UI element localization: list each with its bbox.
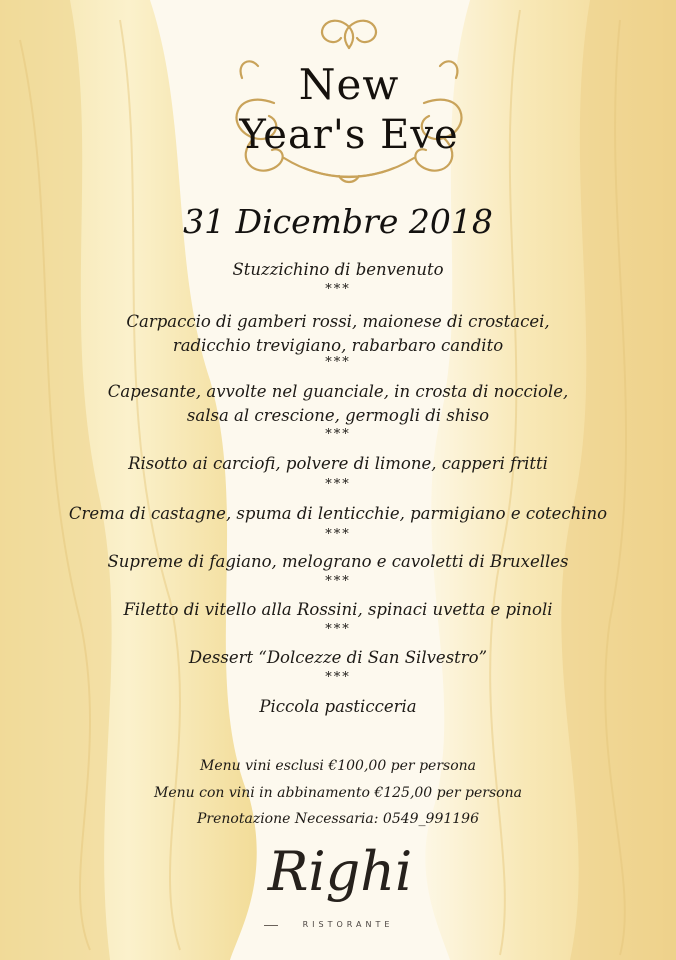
separator: *** xyxy=(325,670,351,685)
course-7-line-1: Filetto di vitello alla Rossini, spinaci uvetta e pinoli xyxy=(123,600,553,619)
restaurant-logo xyxy=(260,840,420,940)
course-2-line-2: radicchio trevigiano, rabarbaro candito xyxy=(172,336,504,355)
title-line-2: Year's Eve xyxy=(239,112,459,158)
course-3-line-2: salsa al crescione, germogli di shiso xyxy=(186,406,490,425)
title-ornament xyxy=(214,8,484,188)
booking-info: Prenotazione Necessaria: 0549_991196 xyxy=(197,811,479,827)
course-5 xyxy=(40,502,636,526)
course-3-line-1: Capesante, avvolte nel guanciale, in crosta di nocciole, xyxy=(107,382,569,401)
price-without-wine: Menu vini esclusi €100,00 per persona xyxy=(199,758,476,774)
separator: *** xyxy=(325,527,351,542)
course-3 xyxy=(40,380,636,428)
course-2-line-1: Carpaccio di gamberi rossi, maionese di crostacei, xyxy=(126,312,550,331)
course-5-line-1: Crema di castagne, spuma di lenticchie, parmigiano e cotechino xyxy=(68,504,608,523)
course-1-line-1: Stuzzichino di benvenuto xyxy=(232,260,444,279)
title-line-1: New xyxy=(298,60,400,109)
logo-subtitle: RISTORANTE xyxy=(302,920,394,929)
course-9 xyxy=(40,695,636,719)
event-date: 31 Dicembre 2018 xyxy=(183,202,493,241)
course-8 xyxy=(40,646,636,670)
course-1 xyxy=(40,258,636,282)
course-4 xyxy=(40,452,636,476)
course-2 xyxy=(40,310,636,358)
course-9-line-1: Piccola pasticceria xyxy=(259,697,417,716)
separator: *** xyxy=(325,622,351,637)
course-6 xyxy=(40,550,636,574)
separator: *** xyxy=(325,574,351,589)
logo-rule-left xyxy=(264,925,278,926)
price-with-wine: Menu con vini in abbinamento €125,00 per persona xyxy=(154,785,522,801)
separator: *** xyxy=(325,355,351,370)
course-7 xyxy=(40,598,636,622)
course-8-line-1: Dessert “Dolcezze di San Silvestro” xyxy=(188,648,488,667)
course-6-line-1: Supreme di fagiano, melograno e cavoletti di Bruxelles xyxy=(107,552,569,571)
separator: *** xyxy=(325,427,351,442)
logo-name: Righi xyxy=(267,840,413,903)
course-4-line-1: Risotto ai carciofi, polvere di limone, capperi fritti xyxy=(128,454,548,473)
separator: *** xyxy=(325,282,351,297)
separator: *** xyxy=(325,477,351,492)
